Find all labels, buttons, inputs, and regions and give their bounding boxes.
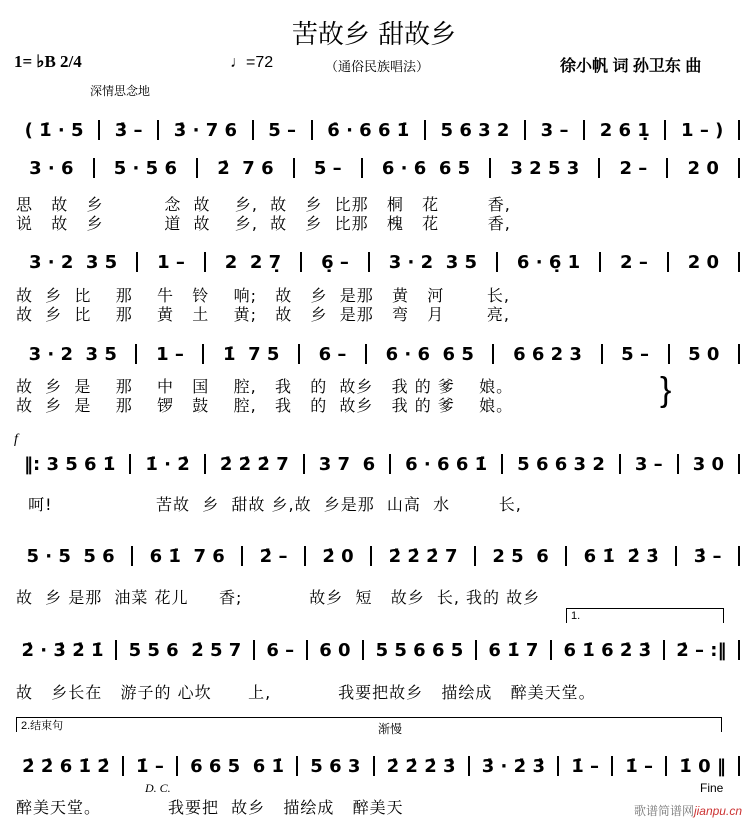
volta-1-label: 1.	[571, 610, 581, 622]
measure: 6 · 6 6 1̇	[405, 453, 488, 475]
watermark-en: jianpu.cn	[693, 804, 742, 818]
measure: 6 6 2 3	[513, 343, 582, 365]
lyrics-line: 思 故 乡 念 故 乡, 故 乡 比那 桐 花 香,	[16, 195, 511, 214]
measure: 5 6 6 3 2	[517, 453, 605, 475]
volta-2-label: 2.结束句	[21, 720, 64, 732]
authors: 徐小帆 词 孙卫东 曲	[560, 58, 702, 75]
expression-mark: 深情思念地	[90, 84, 151, 98]
notation-staff-row	[10, 542, 740, 570]
measure: 5 6 3 2	[440, 119, 510, 141]
measure: 3̇ · 7 6	[173, 119, 238, 141]
measure: 6 1̇ 2̇ 3̇	[583, 545, 659, 567]
measure: 6 1̇ 6 2̇ 3̇	[563, 639, 652, 661]
measure: 5 0	[688, 343, 720, 365]
measure: 3 7 6	[318, 453, 376, 475]
measure: 3 · 2 3 5	[28, 343, 117, 365]
measure: 6 6 5 6 1̇	[190, 755, 285, 777]
volta-1-bracket	[566, 608, 724, 623]
measure: 5 –	[313, 157, 342, 179]
bar-line	[738, 640, 740, 660]
bar-line	[738, 454, 740, 474]
measure: 2 –	[620, 251, 648, 273]
measure: 2 6 1̣	[599, 119, 650, 141]
measure: 5 –	[621, 343, 649, 365]
notation-staff-row	[10, 340, 740, 368]
measure: 6 · 6̣ 1	[516, 251, 581, 273]
lyrics-line: 故 乡 是 那 中 国 腔, 我 的 故乡 我 的 爹 娘。	[16, 377, 514, 396]
measure: 2̇ 7 6	[217, 157, 274, 179]
measure: 1̇ –	[625, 755, 654, 777]
measure: 6̣ –	[321, 251, 349, 273]
notation-staff-row	[10, 752, 740, 780]
bar-line	[738, 546, 740, 566]
measure: 1 – )	[681, 119, 724, 141]
measure: 5 · 5 5 6	[26, 545, 115, 567]
measure: 1̇ · 2̇	[145, 453, 190, 475]
measure: 2̇ 2̇ 2̇ 7	[219, 453, 289, 475]
measure: 6 · 6 6 5	[381, 157, 471, 179]
lyrics-line: 故 乡 是那 油菜 花儿 香; 故乡 短 故乡 长, 我的 故乡	[16, 588, 541, 607]
lyrics-line: 说 故 乡 道 故 乡, 故 乡 比那 槐 花 香,	[16, 214, 511, 233]
measure: ‖: 3 5 6 1̇	[24, 453, 116, 475]
measure: 3 0	[692, 453, 725, 475]
notation-staff-row	[10, 154, 740, 182]
measure: 2 2 7̣	[224, 251, 282, 273]
measure: 2̇ – :‖	[676, 639, 727, 661]
measure: 1̇ –	[136, 755, 164, 777]
measure: 2 0	[687, 157, 719, 179]
lyrics-line: 醉美天堂。 我要把 故乡 描绘成 醉美天	[16, 798, 404, 817]
measure: 6̇ · 6 6 1̇	[327, 119, 410, 141]
subtitle: （通俗民族唱法）	[325, 59, 430, 74]
measure: 3 · 2 3 5	[28, 251, 118, 273]
tempo-mark: ♩=72	[230, 54, 274, 71]
volta-2-bracket	[16, 717, 722, 732]
measure: 2̇ 2̇ 6 1̇ 2̇	[22, 755, 110, 777]
measure: 2̇ · 3̇ 2̇ 1̇	[21, 639, 104, 661]
watermark	[634, 802, 742, 819]
measure: 6 –	[318, 343, 347, 365]
measure: 1̇ 0 ‖	[679, 755, 726, 777]
bar-line	[738, 120, 740, 140]
measure: 3̇ · 2̇ 3̇	[481, 755, 545, 777]
bar-line	[738, 158, 740, 178]
key-signature: 1= ♭B 2/4	[14, 52, 82, 71]
measure: 3 –	[540, 119, 569, 141]
lyrics-line: 故 乡 比 那 牛 铃 响; 故 乡 是那 黄 河 长,	[16, 286, 510, 305]
repeat-brace: }	[660, 371, 672, 409]
bar-line	[738, 252, 740, 272]
lyrics-line: 故 乡 是 那 锣 鼓 腔, 我 的 故乡 我 的 爹 娘。	[16, 396, 514, 415]
measure: 6 1̇ 7 6	[149, 545, 225, 567]
measure: 2̇ 2̇ 2̇ 3̇	[386, 755, 456, 777]
measure: 6 1̇ 7	[488, 639, 539, 661]
song-title: 苦故乡 甜故乡	[291, 20, 457, 50]
lyrics-line: 故 乡 比 那 黄 土 黄; 故 乡 是那 弯 月 亮,	[16, 305, 510, 324]
watermark-cn: 歌谱简谱网	[633, 804, 694, 818]
measure: 1 –	[156, 343, 184, 365]
notation-staff-row	[10, 248, 740, 276]
measure: 2 5 6	[492, 545, 549, 567]
measure: 1̇ 7 5	[223, 343, 280, 365]
measure: 5 5 6 6 5	[375, 639, 464, 661]
bar-line	[738, 756, 740, 776]
lyrics-line: 故 乡长在 游子的 心坎 上, 我要把故乡 描绘成 醉美天堂。	[16, 683, 596, 702]
measure: 5 6 3	[310, 755, 361, 777]
measure: 2 0	[687, 251, 720, 273]
measure: 2̇ –	[259, 545, 288, 567]
notation-staff-row	[10, 636, 740, 664]
measure: 3̇ –	[114, 119, 143, 141]
measure: 2̇ 2̇ 2̇ 7	[388, 545, 458, 567]
measure: 3 · 2 3 5	[388, 251, 478, 273]
measure: 5 5 6 2̇ 5 7	[128, 639, 242, 661]
measure: 3 2 5 3	[510, 157, 580, 179]
measure: 5 · 5 6	[113, 157, 177, 179]
notation-staff-row	[10, 450, 740, 478]
bar-line	[738, 344, 740, 364]
fine-mark: Fine	[700, 781, 724, 795]
measure: 3 · 6	[29, 157, 74, 179]
measure: 2̇ 0	[322, 545, 354, 567]
lyrics-line: 呵! 苦故 乡 甜故 乡,故 乡是那 山高 水 长,	[16, 495, 522, 514]
measure: 6 0	[319, 639, 351, 661]
measure: 1̇ –	[571, 755, 600, 777]
measure: 2 –	[619, 157, 648, 179]
measure: ( 1̇ · 5	[24, 119, 84, 141]
measure: 5 –	[268, 119, 297, 141]
measure: 1 –	[157, 251, 185, 273]
measure: 6 · 6 6 5	[385, 343, 474, 365]
ritardando-mark: 渐慢	[378, 722, 403, 736]
measure: 6 –	[266, 639, 295, 661]
notation-staff-row	[10, 116, 740, 144]
measure: 3 –	[634, 453, 663, 475]
dynamic-forte: f	[14, 432, 18, 447]
measure: 3̇ –	[693, 545, 722, 567]
dc-mark: D. C.	[145, 781, 171, 795]
